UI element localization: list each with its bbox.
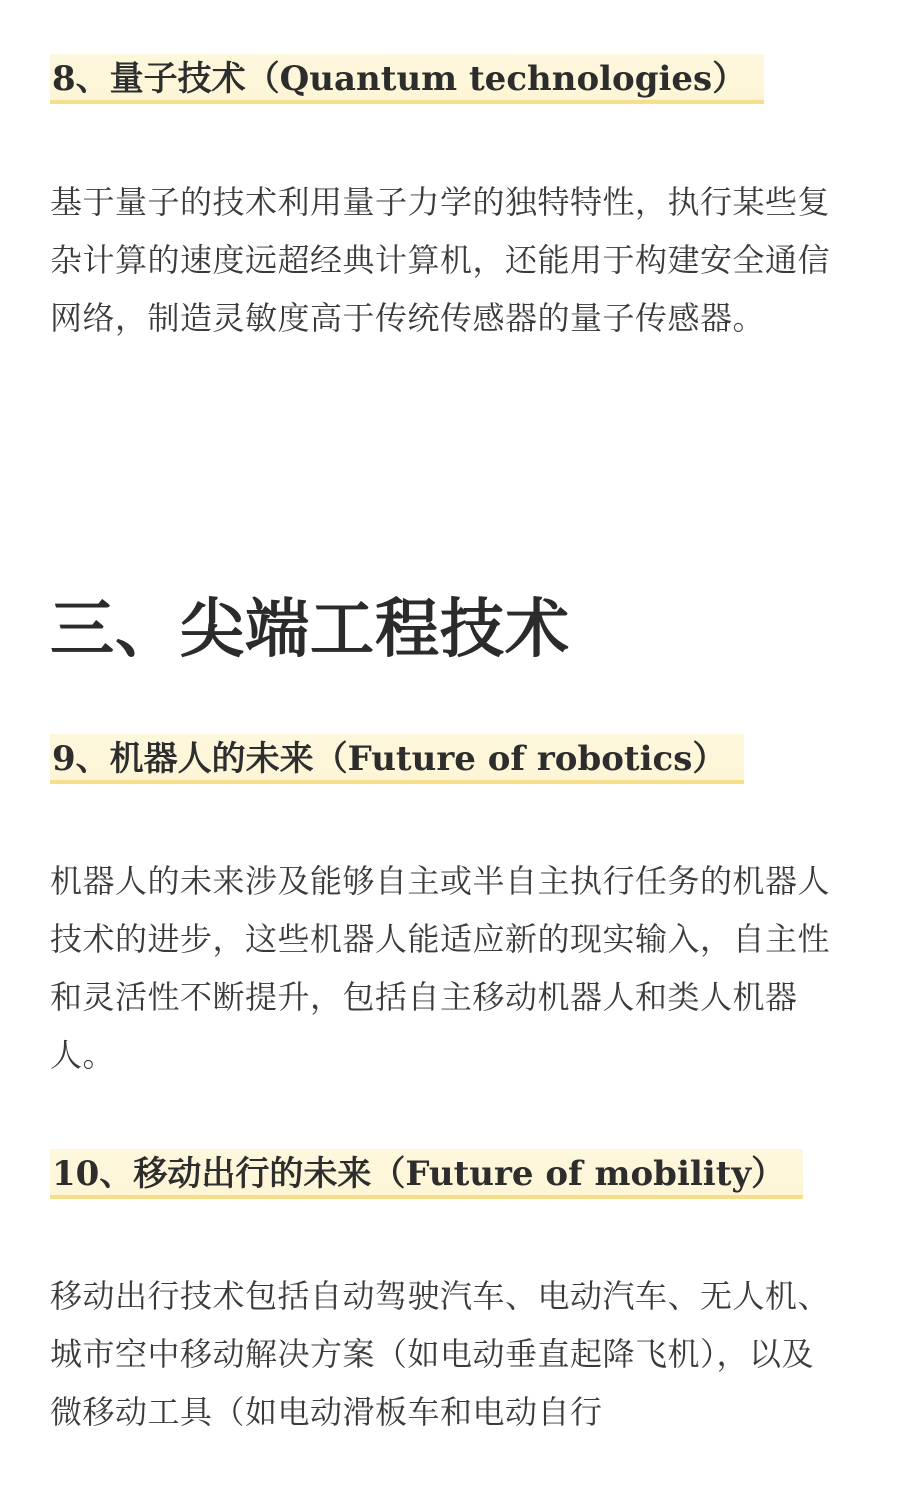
paragraph-future-of-robotics: 机器人的未来涉及能够自主或半自主执行任务的机器人技术的进步，这些机器人能适应新的现实输入，自主性和灵活性不断提升，包括自主移动机器人和类人机器人。 — [50, 862, 831, 1074]
subheading-quantum-technologies — [50, 54, 764, 104]
paragraph-future-of-mobility: 移动出行技术包括自动驾驶汽车、电动汽车、无人机、城市空中移动解决方案（如电动垂直起降飞机），以及微移动工具（如电动滑板车和电动自行 — [50, 1277, 831, 1431]
subheading-future-of-mobility — [50, 1149, 803, 1199]
subheading-future-of-robotics — [50, 734, 744, 784]
subheading-text: 8、量子技术（Quantum technologies） — [52, 59, 747, 99]
subheading-text: 10、移动出行的未来（Future of mobility） — [52, 1154, 786, 1194]
paragraph-quantum-technologies: 基于量子的技术利用量子力学的独特特性，执行某些复杂计算的速度远超经典计算机，还能用于构建安全通信网络，制造灵敏度高于传统传感器的量子传感器。 — [50, 183, 831, 337]
section-title: 三、尖端工程技术 — [50, 592, 570, 667]
subheading-text: 9、机器人的未来（Future of robotics） — [52, 739, 727, 779]
